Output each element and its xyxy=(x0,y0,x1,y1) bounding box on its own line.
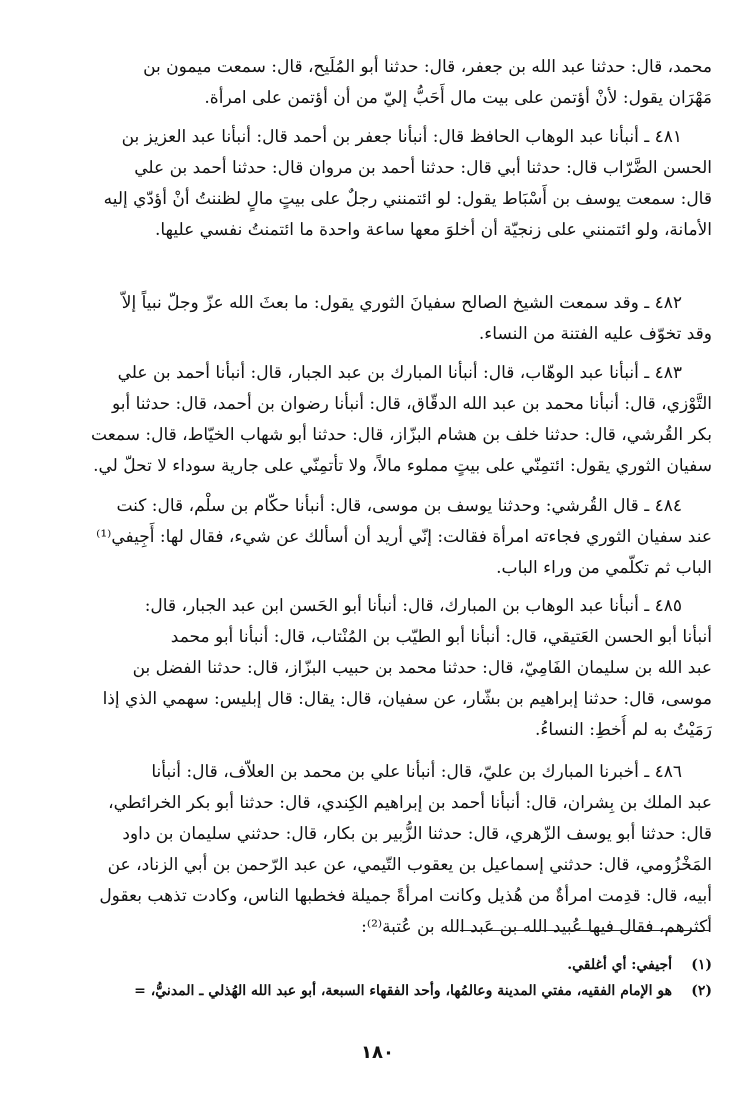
text-line: وقد تخوّف عليه الفتنة من النساء. xyxy=(478,324,712,344)
footnote-2 xyxy=(40,978,712,1004)
footnote-1 xyxy=(40,952,712,978)
text-line: سفيان الثوري يقول: ائتمِنّي على بيتٍ مملوء مالاً، ولا تأتمِنّي على جارية سوداء لا تحلّ لي. xyxy=(93,456,712,476)
text-line: أكثرهم، فقال فيها عُبيد الله بن عَبد الله بن عُتبة⁽²⁾: xyxy=(361,917,712,937)
footnote-text: أجيفي: أي أغلقي. xyxy=(567,957,672,973)
paragraph-482 xyxy=(52,288,712,350)
text-line: عند سفيان الثوري فجاءته امرأة فقالت: إنّي أريد أن أسألك عن شيء، فقال لها: أَجِيفي⁽¹⁾ xyxy=(96,527,712,547)
text-line: المَخْزُومي، قال: حدثني إسماعيل بن يعقوب التّيمي، عن عبد الرّحمن بن أبي الزناد، عن xyxy=(107,855,712,875)
page-number: ١٨٠ xyxy=(361,1042,394,1063)
paragraph-486 xyxy=(52,757,712,943)
text-line: ٤٨٤ ـ قال القُرشي: وحدثنا يوسف بن موسى، قال: أنبأنا حكّام بن سلْم، قال: كنت xyxy=(116,496,682,516)
footnote-number: (٢) xyxy=(691,983,712,999)
text-line: الحسن الضَّرّاب قال: حدثنا أبي قال: حدثنا أحمد بن مروان قال: حدثنا أحمد بن علي xyxy=(134,158,712,178)
text-line: موسى، قال: حدثنا إبراهيم بن بشّار، عن سفيان، قال: يقال: قال إبليس: سهمي الذي إذا xyxy=(102,689,712,709)
text-line: قال: حدثنا أبو يوسف الزّهري، قال: حدثنا الزُّبير بن بكار، قال: حدثني سليمان بن داود xyxy=(122,824,712,844)
text-line: مَهْرَان يقول: لأنْ أؤتمن على بيت مال أَحَبُّ إليّ من أن أؤتمن على امرأة. xyxy=(204,88,712,108)
text-line: محمد، قال: حدثنا عبد الله بن جعفر، قال: حدثنا أبو المُلَيح، قال: سمعت ميمون بن xyxy=(143,57,712,77)
text-line: ٤٨٢ ـ وقد سمعت الشيخ الصالح سفيانَ الثوري يقول: ما بعثَ الله عزّ وجلّ نبياً إلاّ xyxy=(121,293,682,313)
text-line: أبيه، قال: قدِمت امرأةٌ من هُذيل وكانت امرأةً جميلة فخطبها الناس، وكادت تذهب بعقول xyxy=(99,886,712,906)
text-line: قال: سمعت يوسف بن أَسْبَاط يقول: لو ائتمنني رجلٌ على بيتٍ مالٍ لظننتُ أنْ أؤدّي إليه xyxy=(103,189,712,209)
text-line: بكر القُرشي، قال: حدثنا خلف بن هشام البزّاز، قال: حدثنا أبو شهاب الخيّاط، قال: سمعت xyxy=(91,425,712,445)
text-line: ٤٨١ ـ أنبأنا عبد الوهاب الحافظ قال: أنبأنا جعفر بن أحمد قال: أنبأنا عبد العزيز بن xyxy=(121,127,682,147)
footnote-number: (١) xyxy=(691,957,712,973)
paragraph-484 xyxy=(52,491,712,584)
text-line: الباب ثم تكلّمي من وراء الباب. xyxy=(496,558,712,578)
text-line: الأمانة، ولو ائتمنني على زنجيّة أن أخلوَ معها ساعة واحدة ما ائتمنتُ نفسي عليها. xyxy=(154,220,712,240)
text-line: عبد الملك بن بِشران، قال: أنبأنا أحمد بن إبراهيم الكِندي، قال: حدثنا أبو بكر الخرائطي، xyxy=(108,793,712,813)
footnote-text: هو الإمام الفقيه، مفتي المدينة وعالمُها، وأحد الفقهاء السبعة، أبو عبد الله الهُذلي ـ المدنيُّ، = xyxy=(134,983,672,999)
text-line: ٤٨٦ ـ أخبرنا المبارك بن عليّ، قال: أنبأنا علي بن محمد بن العلاّف، قال: أنبأنا xyxy=(151,762,682,782)
text-line: ٤٨٥ ـ أنبأنا عبد الوهاب بن المبارك، قال: أنبأنا أبو الحَسن ابن عبد الجبار، قال: xyxy=(144,596,682,616)
text-line: رَمَيْتُ به لم أُخطِ: النساءُ. xyxy=(535,720,712,740)
text-line: ٤٨٣ ـ أنبأنا عبد الوهّاب، قال: أنبأنا المبارك بن عبد الجبار، قال: أنبأنا أحمد بن علي xyxy=(117,363,682,383)
paragraph-485 xyxy=(52,591,712,746)
text-line: عبد الله بن سليمان الفَامِيّ، قال: حدثنا محمد بن حبيب البزّاز، قال: حدثنا الفضل بن xyxy=(132,658,712,678)
paragraph-483 xyxy=(52,358,712,482)
paragraph-481 xyxy=(52,122,712,246)
text-line: التَّوْزي، قال: أنبأنا محمد بن عبد الله الدقّاق، قال: أنبأنا رضوان بن أحمد، قال: حدثنا أبو xyxy=(111,394,712,414)
footnote-divider xyxy=(460,930,710,931)
text-line: أنبأنا أبو الحسن العَتيقي، قال: أنبأنا أبو الطيّب بن المُنْتاب، قال: أنبأنا أبو محمد xyxy=(170,627,712,647)
footnotes xyxy=(40,952,712,1004)
paragraph-continuation xyxy=(52,52,712,114)
